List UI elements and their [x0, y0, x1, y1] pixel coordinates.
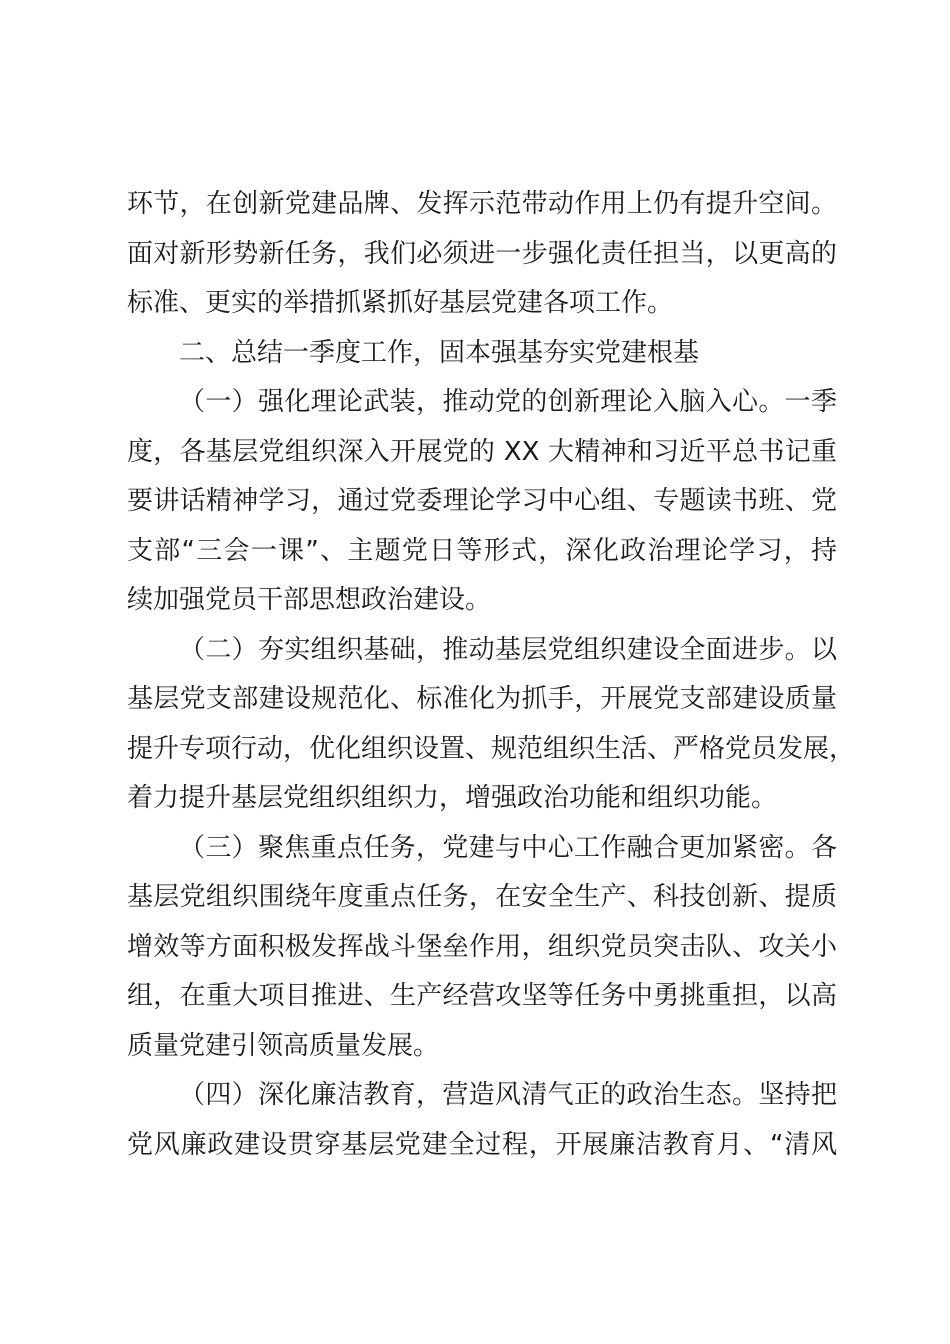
section-heading: 二、总结一季度工作，固本强基夯实党建根基: [179, 337, 700, 368]
paragraph-line: 续加强党员干部思想政治建设。: [127, 585, 492, 615]
paragraph-line: 着力提升基层党组织组织力，增强政治功能和组织功能。: [127, 783, 778, 813]
paragraph-line: 组，在重大项目推进、生产经营攻坚等任务中勇挑重担，以高: [127, 981, 837, 1011]
subsection-lead-line: （一）强化理论武装，推动党的创新理论入脑入心。一季: [179, 387, 837, 417]
subsection-lead-line: （四）深化廉洁教育，营造风清气正的政治生态。坚持把: [179, 1080, 837, 1110]
paragraph-line: 质量党建引领高质量发展。: [127, 1030, 440, 1061]
paragraph-line: 环节，在创新党建品牌、发挥示范带动作用上仍有提升空间。: [127, 189, 837, 219]
paragraph-line: 增效等方面积极发挥战斗堡垒作用，组织党员突击队、攻关小: [127, 931, 837, 962]
subsection-lead-line: （二）夯实组织基础，推动基层党组织建设全面进步。以: [179, 634, 837, 665]
paragraph-line: 面对新形势新任务，我们必须进一步强化责任担当，以更高的: [127, 238, 837, 269]
paragraph-line: 标准、更实的举措抓紧抓好基层党建各项工作。: [127, 288, 674, 318]
subsection-lead-line: （三）聚焦重点任务，党建与中心工作融合更加紧密。各: [179, 832, 837, 863]
paragraph-line: 提升专项行动，优化组织设置、规范组织生活、严格党员发展，: [127, 733, 856, 764]
paragraph-line: 基层党支部建设规范化、标准化为抓手，开展党支部建设质量: [127, 684, 837, 714]
document-body: [127, 180, 856, 1170]
paragraph-line: 要讲话精神学习，通过党委理论学习中心组、专题读书班、党: [127, 486, 837, 516]
paragraph-line: 党风廉政建设贯穿基层党建全过程，开展廉洁教育月、“清风: [127, 1129, 837, 1160]
paragraph-line: 基层党组织围绕年度重点任务，在安全生产、科技创新、提质: [127, 882, 837, 912]
paragraph-line: 支部“三会一课”、主题党日等形式，深化政治理论学习，持: [127, 535, 837, 566]
paragraph-line: 度，各基层党组织深入开展党的 XX 大精神和习近平总书记重: [127, 436, 837, 467]
